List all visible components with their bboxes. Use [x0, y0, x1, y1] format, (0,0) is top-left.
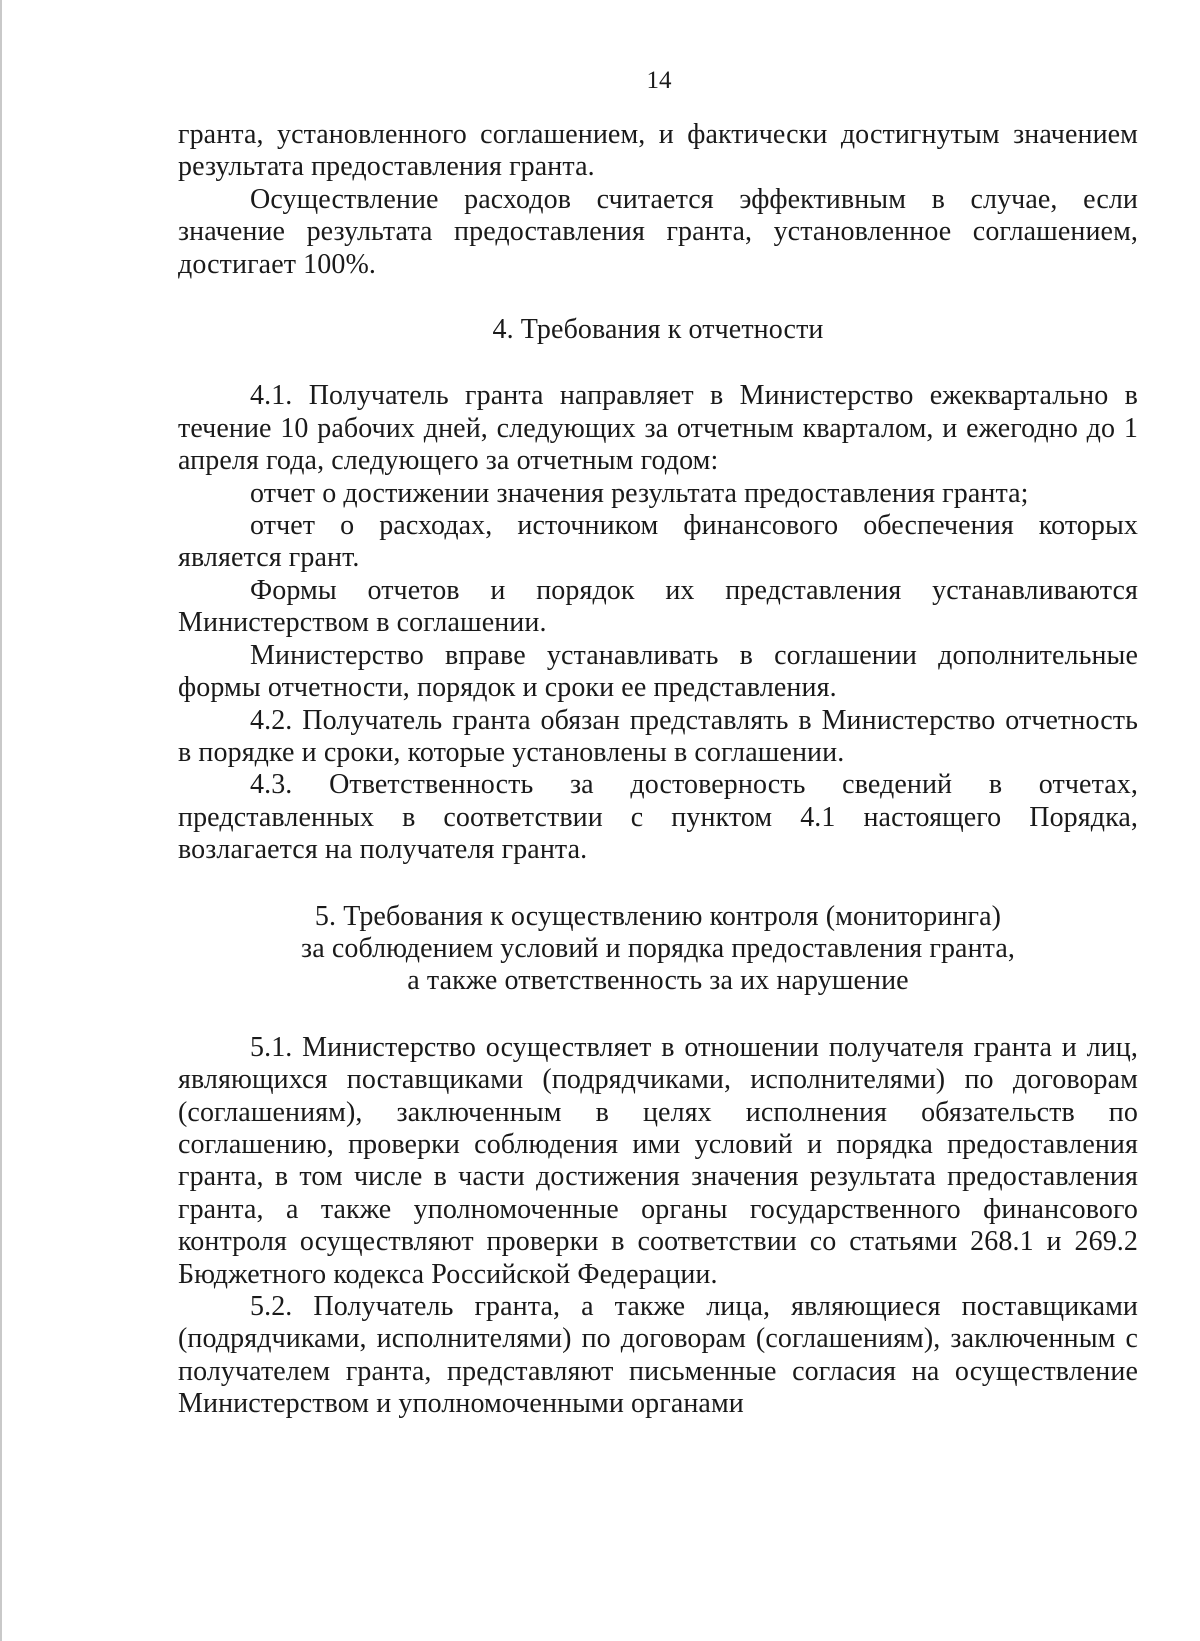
- paragraph-report-forms: Формы отчетов и порядок их представления устанавливаются Министерством в соглашении.: [178, 574, 1138, 639]
- scan-edge: [0, 0, 2, 1641]
- paragraph-5-2: 5.2. Получатель гранта, а также лица, являющиеся поставщиками (подрядчиками, исполнителями) по договорам (соглашениям), заключенным с получателем гранта, представляют письменные согласия на осуществление Министерством и уполномоченными органами: [178, 1291, 1138, 1420]
- paragraph-4-1: 4.1. Получатель гранта направляет в Министерство ежеквартально в течение 10 рабочих дней, следующих за отчетным кварталом, и ежегодно до 1 апреля года, следующего за отчетным годом:: [178, 380, 1138, 477]
- document-body: [178, 119, 1138, 1421]
- section-5-heading-line-2: за соблюдением условий и порядка предоставления гранта,: [301, 932, 1015, 964]
- paragraph-report-result: отчет о достижении значения результата предоставления гранта;: [250, 477, 1029, 509]
- paragraph-5-1: 5.1. Министерство осуществляет в отношении получателя гранта и лиц, являющихся поставщиками (подрядчиками, исполнителями) по договорам (соглашениям), заключенным в целях исполнения обязательств по соглашению, проверки соблюдения ими условий и порядка предоставления гранта, в том числе в части достижения значения результата предоставления гранта, а также уполномоченные органы государственного финансового контроля осуществляют проверки в соответствии со статьями 268.1 и 269.2 Бюджетного кодекса Российской Федерации.: [178, 1031, 1138, 1290]
- section-4-heading: 4. Требования к отчетности: [492, 314, 824, 346]
- section-5-heading-line-3: а также ответственность за их нарушение: [407, 965, 909, 997]
- paragraph-continuation: гранта, установленного соглашением, и фактически достигнутым значением результата предоставления гранта.: [178, 119, 1138, 183]
- page-number: 14: [646, 67, 672, 94]
- section-5-heading-line-1: 5. Требования к осуществлению контроля (мониторинга): [314, 900, 1002, 932]
- paragraph-4-2: 4.2. Получатель гранта обязан представлять в Министерство отчетность в порядке и сроки, которые установлены в соглашении.: [178, 704, 1138, 768]
- paragraph-additional-forms: Министерство вправе устанавливать в соглашении дополнительные формы отчетности, порядок и сроки ее представления.: [178, 639, 1138, 704]
- paragraph-report-expenses: отчет о расходах, источником финансового обеспечения которых является грант.: [178, 510, 1138, 574]
- section-5-heading: [178, 901, 1138, 998]
- paragraph-4-3: 4.3. Ответственность за достоверность сведений в отчетах, представленных в соответствии с пунктом 4.1 настоящего Порядка, возлагается на получателя гранта.: [178, 769, 1138, 866]
- paragraph-efficiency: Осуществление расходов считается эффективным в случае, если значение результата предоставления гранта, установленное соглашением, достигает 100%.: [178, 183, 1138, 280]
